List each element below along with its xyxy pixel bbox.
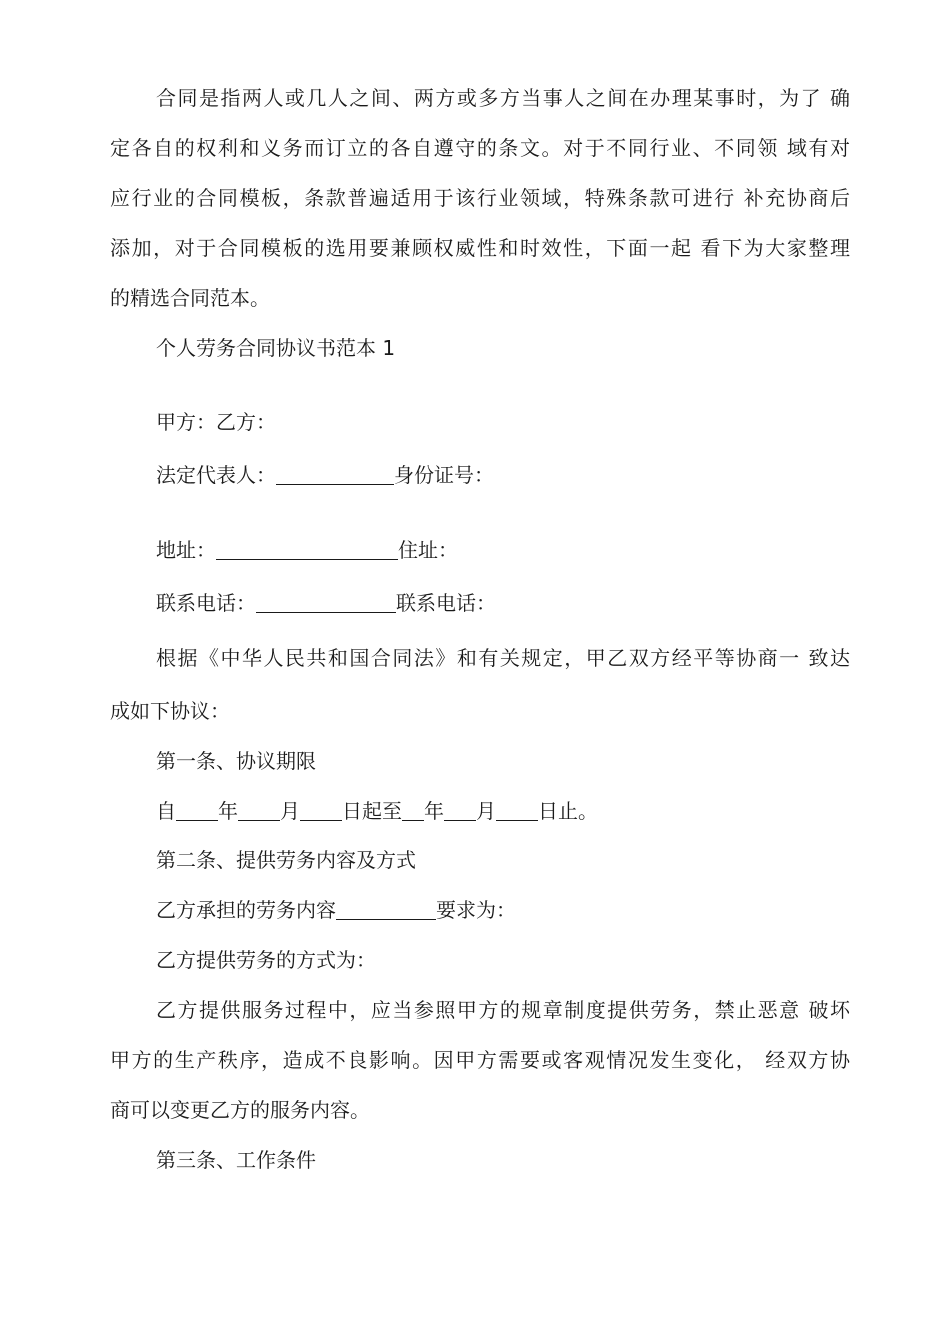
phone-blank [256, 592, 396, 613]
phone-label-2: 联系电话： [396, 591, 496, 615]
from-label: 自 [156, 799, 176, 823]
article2-para-line-3: 商可以变更乙方的服务内容。 [110, 1098, 370, 1122]
day-from-label: 日起至 [342, 799, 402, 823]
rep-label: 法定代表人： [156, 463, 276, 487]
requirement-label: 要求为： [436, 898, 516, 922]
content-blank [336, 899, 436, 920]
article2-content-line [0, 896, 950, 924]
day2-blank [496, 800, 538, 821]
article2-method: 乙方提供劳务的方式为： [156, 948, 376, 972]
intro-line-4: 添加，对于合同模板的选用要兼顾权威性和时效性，下面一起 看下为大家整理 [110, 236, 850, 260]
rep-blank [276, 464, 394, 485]
preamble-line-1: 根据《中华人民共和国合同法》和有关规定，甲乙双方经平等协商一 致达 [156, 646, 850, 670]
year-blank [176, 800, 218, 821]
phone-line [0, 589, 950, 617]
article2-para-line-1: 乙方提供服务过程中，应当参照甲方的规章制度提供劳务，禁止恶意 破坏 [156, 998, 850, 1022]
intro-line-1: 合同是指两人或几人之间、两方或多方当事人之间在办理某事时，为了 确 [156, 86, 850, 110]
phone-label: 联系电话： [156, 591, 256, 615]
intro-line-3: 应行业的合同模板，条款普遍适用于该行业领域，特殊条款可进行 补充协商后 [110, 186, 850, 210]
article3-title: 第三条、工作条件 [156, 1148, 316, 1172]
article1-period [0, 797, 950, 825]
id-label: 身份证号： [394, 463, 494, 487]
party-line: 甲方：乙方： [156, 410, 276, 434]
addr-blank [216, 539, 398, 560]
article1-title: 第一条、协议期限 [156, 749, 316, 773]
article2-title: 第二条、提供劳务内容及方式 [156, 848, 416, 872]
day-blank [300, 800, 342, 821]
content-label: 乙方承担的劳务内容 [156, 898, 336, 922]
preamble-line-2: 成如下协议： [110, 699, 230, 723]
year2-blank [402, 800, 424, 821]
address-line [0, 536, 950, 564]
month2-label: 月 [476, 799, 496, 823]
intro-line-2: 定各自的权利和义务而订立的各自遵守的条文。对于不同行业、不同领 域有对 [110, 136, 850, 160]
residence-label: 住址： [398, 538, 458, 562]
intro-line-5: 的精选合同范本。 [110, 286, 270, 310]
document-title: 个人劳务合同协议书范本 1 [156, 336, 396, 360]
month2-blank [444, 800, 476, 821]
representative-line [0, 461, 950, 489]
article2-para-line-2: 甲方的生产秩序，造成不良影响。因甲方需要或客观情况发生变化， 经双方协 [110, 1048, 850, 1072]
month-blank [238, 800, 280, 821]
day-end-label: 日止。 [538, 799, 598, 823]
year2-label: 年 [424, 799, 444, 823]
addr-label: 地址： [156, 538, 216, 562]
year-label: 年 [218, 799, 238, 823]
month-label: 月 [280, 799, 300, 823]
